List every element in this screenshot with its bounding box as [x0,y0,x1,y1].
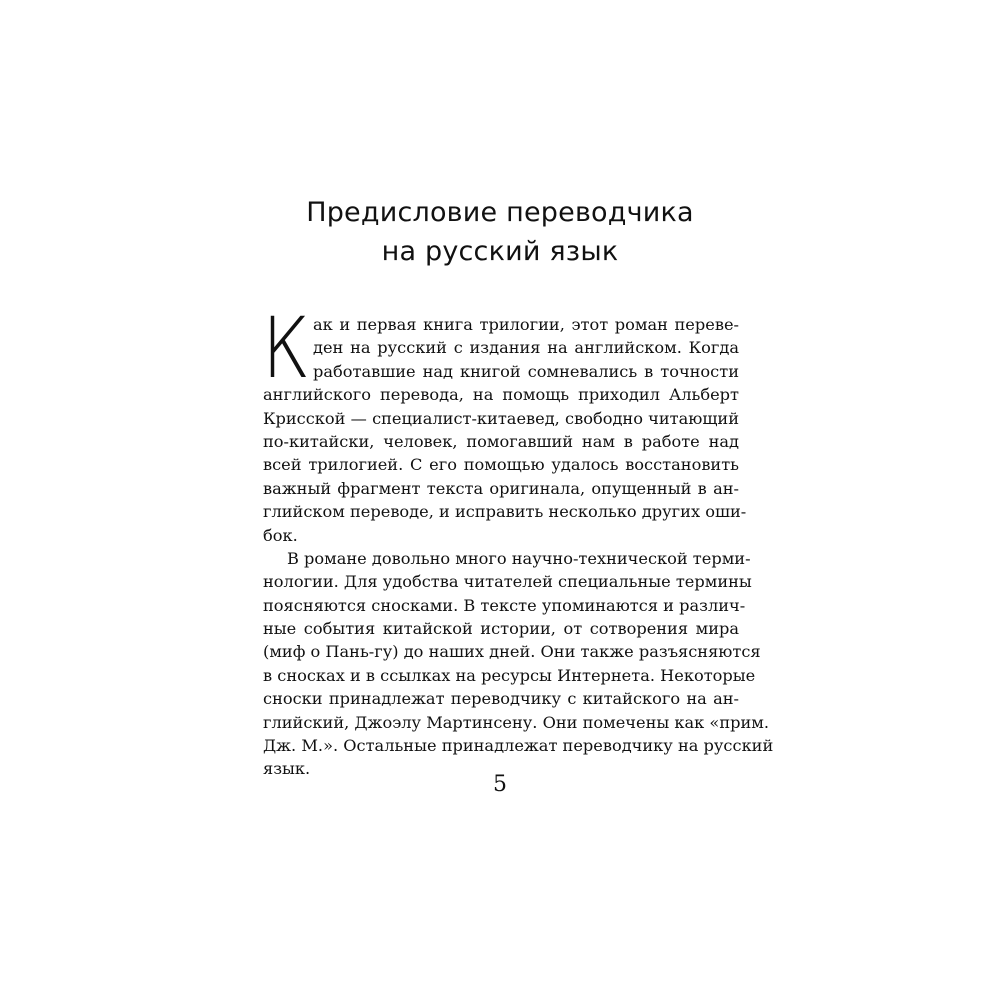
text-line: важный фрагмент текста оригинала, опущенный в ан- [263,478,739,498]
drop-cap: К [262,299,311,397]
text-line: работавшие над книгой сомневались в точности [313,361,739,381]
text-line: ные события китайской истории, от сотворения мира [263,619,739,639]
text-line: язык. [263,759,311,779]
paragraph-2 [263,547,774,781]
text-line: поясняются сносками. В тексте упоминаются и различ- [263,595,746,615]
paragraph-1 [263,313,747,547]
text-line: английского перевода, на помощь приходил Альберт [263,385,739,405]
chapter-title-line-2: на русский язык [381,236,619,267]
text-line: бок. [263,525,298,545]
text-line: Крисской — специалист-китаевед, свободно читающий [263,408,739,428]
page-number: 5 [493,772,507,797]
text-line: глийский, Джоэлу Мартинсену. Они помечены как «прим. [263,712,769,732]
chapter-title [0,193,1000,271]
text-line: (миф о Пань-гу) до наших дней. Они также разъясняются [263,642,761,662]
chapter-title-line-1: Предисловие переводчика [306,197,694,228]
text-line: ак и первая книга трилогии, этот роман переве- [313,315,739,334]
text-line: в сносках и в ссылках на ресурсы Интернета. Некоторые [263,665,756,685]
text-line: нологии. Для удобства читателей специальные термины [263,572,752,592]
text-line: сноски принадлежат переводчику с китайского на ан- [263,689,739,709]
text-line: всей трилогией. С его помощью удалось восстановить [263,455,739,475]
text-line: глийском переводе, и исправить несколько других оши- [263,502,747,522]
body-text [262,299,774,781]
text-line: ден на русский с издания на английском. Когда [313,338,739,358]
text-line: В романе довольно много научно-технической терми- [287,548,751,568]
text-line: Дж. М.». Остальные принадлежат переводчику на русский [263,736,774,756]
text-line: по-китайски, человек, помогавший нам в работе над [263,431,739,451]
